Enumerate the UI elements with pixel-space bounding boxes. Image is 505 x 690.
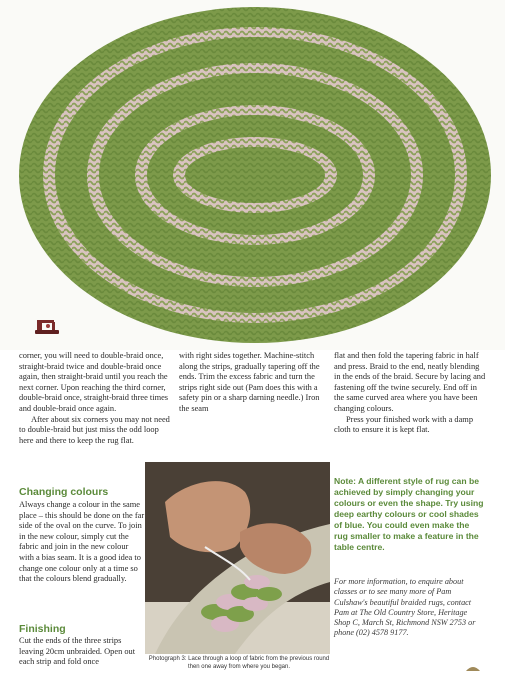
column1-paragraph-2: After about six corners you may not need to double-braid but just miss the odd loop here and there to keep the rug flat. [19,414,170,445]
changing-colours-text: Always change a colour in the same place – this should be done on the far side of the oval on the curve. To join in the new colour, simply cut the fabric and join in the new colour with a bias seam. It is a good idea to change one colour only at a time so that the colours blend gradually. [19,500,145,584]
article-column-2 [179,351,329,415]
changing-colours-heading: Changing colours [19,486,109,498]
note-box: Note: A different style of rug can be achieved by simply changing your colours or even the shape. Try using deep earthy colours or cool shades of blue. You could even make the rug smaller to make a feature in the table centre. [334,476,484,552]
article-column-1 [19,351,171,446]
finishing-text: Cut the ends of the three strips leaving 20cm unbraided. Open out each strip and fold once [19,636,136,667]
sewing-machine-icon [34,314,60,336]
article-column-3 [334,351,486,436]
finishing-heading: Finishing [19,623,66,635]
braiding-photo [145,462,330,654]
photo-caption: Photograph 3: Lace through a loop of fabric from the previous round then one away from where you began. [148,656,330,670]
page-ornament-icon [466,658,480,664]
contact-info: For more information, to enquire about classes or to see many more of Pam Culshaw's beautiful braided rugs, contact Pam at The Old Country Store, Heritage Shop C, March St, Richmond NSW 2753 or phone (02) 4578 9177. [334,577,476,638]
column3-paragraph-1: flat and then fold the tapering fabric in half and press. Braid to the end, neatly blending in the ends of the braid. Secure by lacing and fastening off the twine securely. End off in the same curved area where you have been changing colours. [334,351,486,413]
column1-paragraph-1: corner, you will need to double-braid once, straight-braid twice and double-braid once again, then straight-braid until you reach the next corner. Upon reaching the third corner, double-braid once, straight-braid three times and double-braid once again. [19,351,169,413]
column2-paragraph: with right sides together. Machine-stitch along the strips, gradually tapering off the ends. Trim the excess fabric and turn the strips right side out (Pam does this with a safety pin or a sharp darning needle.) Iron the seam [179,351,320,413]
column3-paragraph-2: Press your finished work with a damp cloth to ensure it is kept flat. [334,414,474,435]
rug-center [185,147,325,203]
